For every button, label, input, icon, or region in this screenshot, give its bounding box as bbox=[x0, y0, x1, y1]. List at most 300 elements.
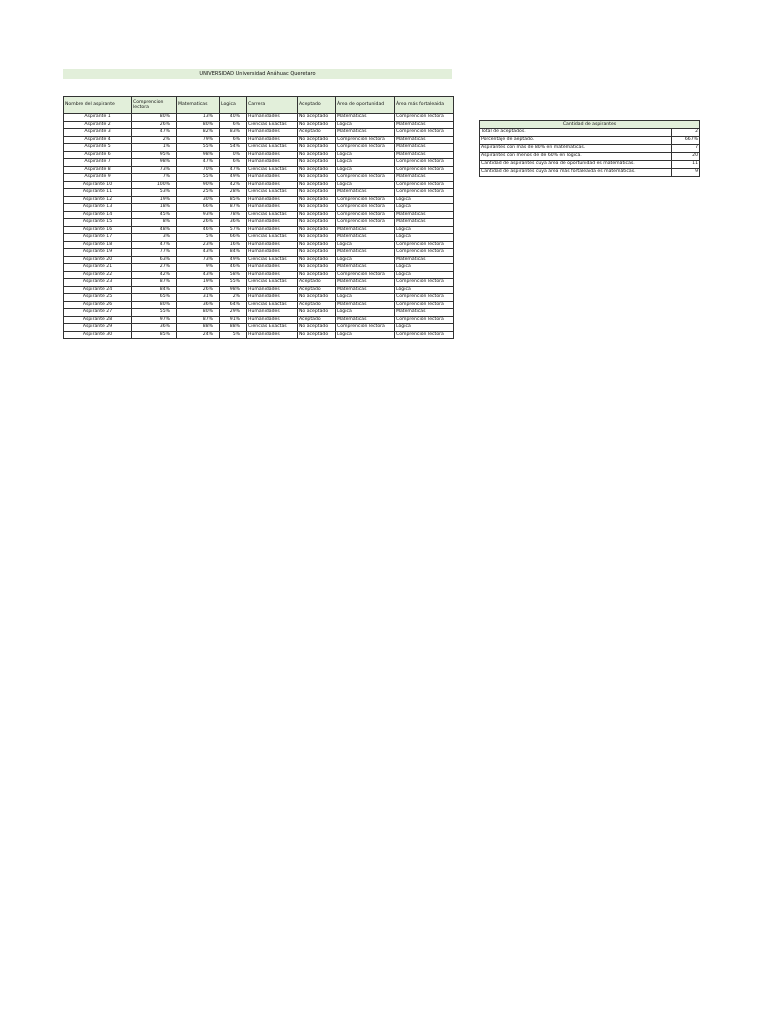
table-cell[interactable]: No aceptado bbox=[298, 331, 336, 339]
table-cell[interactable]: No aceptado bbox=[298, 241, 336, 249]
table-cell[interactable]: Humanidades bbox=[247, 204, 298, 212]
summary-value[interactable]: 9 bbox=[672, 169, 700, 177]
table-cell[interactable]: Comprención lectora bbox=[395, 181, 454, 189]
table-cell[interactable]: Aspirante 21 bbox=[64, 264, 132, 272]
table-cell[interactable]: Comprención lectora bbox=[336, 174, 395, 182]
table-cell[interactable]: Aspirante 5 bbox=[64, 144, 132, 152]
table-row bbox=[64, 234, 454, 242]
summary-label[interactable]: Cantidad de aspirantes cuya área de oportunidad es matemáticas. bbox=[480, 161, 672, 169]
table-row bbox=[64, 316, 454, 324]
summary-row bbox=[480, 129, 700, 137]
table-cell[interactable]: Comprención lectora bbox=[395, 114, 454, 122]
table-cell[interactable]: Aspirante 9 bbox=[64, 174, 132, 182]
table-cell[interactable]: Lógica bbox=[336, 151, 395, 159]
table-cell[interactable]: Comprención lectora bbox=[395, 316, 454, 324]
table-cell[interactable]: 28% bbox=[220, 189, 247, 197]
table-cell[interactable]: 88% bbox=[177, 324, 220, 332]
table-cell[interactable]: Matemáticas bbox=[336, 301, 395, 309]
table-row bbox=[64, 204, 454, 212]
table-cell[interactable]: Comprención lectora bbox=[336, 144, 395, 152]
table-cell[interactable]: No aceptado bbox=[298, 204, 336, 212]
table-cell[interactable]: Ciencias Exactas bbox=[247, 234, 298, 242]
table-cell[interactable]: 49% bbox=[220, 174, 247, 182]
table-cell[interactable]: 88% bbox=[220, 324, 247, 332]
table-cell[interactable]: Aspirante 12 bbox=[64, 196, 132, 204]
table-cell[interactable]: Humanidades bbox=[247, 241, 298, 249]
table-cell[interactable]: Lógica bbox=[336, 121, 395, 129]
table-cell[interactable]: Aspirante 8 bbox=[64, 166, 132, 174]
table-cell[interactable]: Aspirante 30 bbox=[64, 331, 132, 339]
column-header[interactable]: Aceptado bbox=[298, 97, 336, 114]
column-header[interactable]: Área más fortaleaida bbox=[395, 97, 454, 114]
table-cell[interactable]: Aceptado bbox=[298, 286, 336, 294]
table-cell[interactable]: 53% bbox=[132, 189, 177, 197]
summary-value[interactable]: 11 bbox=[672, 161, 700, 169]
table-cell[interactable]: 95% bbox=[132, 151, 177, 159]
table-cell[interactable]: 42% bbox=[220, 181, 247, 189]
table-cell[interactable]: Lógica bbox=[395, 324, 454, 332]
summary-row bbox=[480, 153, 700, 161]
table-cell[interactable]: 85% bbox=[132, 331, 177, 339]
summary-row bbox=[480, 145, 700, 153]
table-cell[interactable]: Aspirante 3 bbox=[64, 129, 132, 137]
table-cell[interactable]: 84% bbox=[132, 286, 177, 294]
table-cell[interactable]: Humanidades bbox=[247, 249, 298, 257]
table-cell[interactable]: 55% bbox=[132, 309, 177, 317]
table-cell[interactable]: Humanidades bbox=[247, 294, 298, 302]
table-row bbox=[64, 324, 454, 332]
table-cell[interactable]: Matemáticas bbox=[395, 174, 454, 182]
table-cell[interactable]: 80% bbox=[177, 309, 220, 317]
table-row bbox=[64, 181, 454, 189]
table-cell[interactable]: 36% bbox=[132, 324, 177, 332]
table-cell[interactable]: Humanidades bbox=[247, 151, 298, 159]
table-cell[interactable]: 23% bbox=[177, 241, 220, 249]
summary-row bbox=[480, 161, 700, 169]
table-cell[interactable]: Humanidades bbox=[247, 129, 298, 137]
table-cell[interactable]: Aspirante 28 bbox=[64, 316, 132, 324]
summary-label[interactable]: Aspirantes con menos de de 60% en logica. bbox=[480, 153, 672, 161]
table-cell[interactable]: 66% bbox=[220, 234, 247, 242]
table-cell[interactable]: Lógica bbox=[395, 234, 454, 242]
table-cell[interactable]: 7% bbox=[132, 174, 177, 182]
table-cell[interactable]: 5% bbox=[177, 234, 220, 242]
table-cell[interactable]: No aceptado bbox=[298, 144, 336, 152]
table-cell[interactable]: Comprención lectora bbox=[395, 279, 454, 287]
table-cell[interactable]: 87% bbox=[132, 279, 177, 287]
table-cell[interactable]: No aceptado bbox=[298, 159, 336, 167]
table-cell[interactable]: 84% bbox=[220, 249, 247, 257]
table-cell[interactable]: No aceptado bbox=[298, 249, 336, 257]
table-cell[interactable]: 47% bbox=[132, 241, 177, 249]
table-row bbox=[64, 219, 454, 227]
table-cell[interactable]: Lógica bbox=[336, 309, 395, 317]
table-cell[interactable]: Aceptado bbox=[298, 316, 336, 324]
table-cell[interactable]: Aspirante 24 bbox=[64, 286, 132, 294]
summary-row bbox=[480, 169, 700, 177]
table-cell[interactable]: Comprención lectora bbox=[395, 294, 454, 302]
table-cell[interactable]: No aceptado bbox=[298, 174, 336, 182]
sheet-title: UNIVERSIDAD Universidad Anáhuac Queretaro bbox=[63, 69, 452, 79]
table-cell[interactable]: 47% bbox=[132, 129, 177, 137]
table-cell[interactable]: 16% bbox=[220, 241, 247, 249]
table-cell[interactable]: No aceptado bbox=[298, 264, 336, 272]
table-cell[interactable]: Humanidades bbox=[247, 159, 298, 167]
table-row bbox=[64, 174, 454, 182]
table-cell[interactable]: 6% bbox=[220, 159, 247, 167]
table-cell[interactable]: Aspirante 1 bbox=[64, 114, 132, 122]
table-cell[interactable]: No aceptado bbox=[298, 294, 336, 302]
table-cell[interactable]: 26% bbox=[177, 219, 220, 227]
table-cell[interactable]: Ciencias Exactas bbox=[247, 256, 298, 264]
table-cell[interactable]: Aspirante 14 bbox=[64, 211, 132, 219]
table-cell[interactable]: Ciencias Exactas bbox=[247, 211, 298, 219]
table-cell[interactable]: 18% bbox=[132, 204, 177, 212]
table-cell[interactable]: Aceptado bbox=[298, 279, 336, 287]
table-cell[interactable]: Matemáticas bbox=[336, 279, 395, 287]
table-cell[interactable]: Lógica bbox=[336, 241, 395, 249]
table-cell[interactable]: Aceptado bbox=[298, 129, 336, 137]
table-cell[interactable]: Aspirante 17 bbox=[64, 234, 132, 242]
table-cell[interactable]: 55% bbox=[177, 144, 220, 152]
table-cell[interactable]: 2% bbox=[220, 294, 247, 302]
table-cell[interactable]: 82% bbox=[177, 129, 220, 137]
table-cell[interactable]: Lógica bbox=[395, 196, 454, 204]
table-cell[interactable]: Humanidades bbox=[247, 181, 298, 189]
table-cell[interactable]: 80% bbox=[132, 301, 177, 309]
table-cell[interactable]: Matemáticas bbox=[336, 114, 395, 122]
table-cell[interactable]: 19% bbox=[177, 279, 220, 287]
table-cell[interactable]: Humanidades bbox=[247, 226, 298, 234]
table-cell[interactable]: 78% bbox=[220, 211, 247, 219]
table-row bbox=[64, 144, 454, 152]
table-cell[interactable]: Humanidades bbox=[247, 264, 298, 272]
table-row bbox=[64, 189, 454, 197]
table-cell[interactable]: No aceptado bbox=[298, 211, 336, 219]
table-cell[interactable]: Lógica bbox=[395, 204, 454, 212]
table-cell[interactable]: 6% bbox=[220, 121, 247, 129]
summary-value[interactable]: 20 bbox=[672, 153, 700, 161]
table-cell[interactable]: 73% bbox=[177, 256, 220, 264]
table-cell[interactable]: Matemáticas bbox=[336, 249, 395, 257]
table-cell[interactable]: Matemáticas bbox=[395, 219, 454, 227]
table-cell[interactable]: No aceptado bbox=[298, 196, 336, 204]
table-cell[interactable]: Aspirante 18 bbox=[64, 241, 132, 249]
table-cell[interactable]: 48% bbox=[132, 226, 177, 234]
table-cell[interactable]: 46% bbox=[177, 226, 220, 234]
summary-label[interactable]: Cantidad de aspirantes cuya área más fortaleaida es matemáticas. bbox=[480, 169, 672, 177]
table-cell[interactable]: 3% bbox=[132, 234, 177, 242]
table-cell[interactable]: Aspirante 13 bbox=[64, 204, 132, 212]
table-cell[interactable]: Lógica bbox=[336, 159, 395, 167]
table-cell[interactable]: Matemáticas bbox=[336, 189, 395, 197]
table-cell[interactable]: Ciencias Exactas bbox=[247, 121, 298, 129]
table-cell[interactable]: No aceptado bbox=[298, 271, 336, 279]
table-cell[interactable]: Aspirante 2 bbox=[64, 121, 132, 129]
table-cell[interactable]: Comprención lectora bbox=[336, 271, 395, 279]
column-header[interactable]: Nombre del aspirante bbox=[64, 97, 132, 114]
table-cell[interactable]: 77% bbox=[132, 249, 177, 257]
table-cell[interactable]: Matemáticas bbox=[395, 211, 454, 219]
table-cell[interactable]: 45% bbox=[132, 211, 177, 219]
table-cell[interactable]: Ciencias Exactas bbox=[247, 324, 298, 332]
table-cell[interactable]: 49% bbox=[220, 256, 247, 264]
table-cell[interactable]: Matemáticas bbox=[336, 226, 395, 234]
table-cell[interactable]: Ciencias Exactas bbox=[247, 279, 298, 287]
table-cell[interactable]: 5% bbox=[220, 331, 247, 339]
table-cell[interactable]: 30% bbox=[177, 196, 220, 204]
table-row bbox=[64, 264, 454, 272]
table-cell[interactable]: Ciencias Exactas bbox=[247, 166, 298, 174]
column-header[interactable]: Matematicas bbox=[177, 97, 220, 114]
table-cell[interactable]: 29% bbox=[220, 309, 247, 317]
column-header[interactable]: Comprencion lectora bbox=[132, 97, 177, 114]
table-cell[interactable]: Comprención lectora bbox=[336, 204, 395, 212]
table-cell[interactable]: Comprención lectora bbox=[336, 324, 395, 332]
table-row bbox=[64, 159, 454, 167]
table-cell[interactable]: Aspirante 22 bbox=[64, 271, 132, 279]
table-cell[interactable]: Aspirante 20 bbox=[64, 256, 132, 264]
table-cell[interactable]: Ciencias Exactas bbox=[247, 144, 298, 152]
table-cell[interactable]: Lógica bbox=[336, 294, 395, 302]
table-row bbox=[64, 249, 454, 257]
table-row bbox=[64, 294, 454, 302]
table-row bbox=[64, 121, 454, 129]
table-cell[interactable]: Matemáticas bbox=[336, 234, 395, 242]
table-cell[interactable]: 24% bbox=[177, 331, 220, 339]
table-cell[interactable]: 26% bbox=[177, 286, 220, 294]
table-cell[interactable]: No aceptado bbox=[298, 309, 336, 317]
table-cell[interactable]: 46% bbox=[220, 264, 247, 272]
table-cell[interactable]: 80% bbox=[177, 121, 220, 129]
table-cell[interactable]: Humanidades bbox=[247, 174, 298, 182]
table-cell[interactable]: Lógica bbox=[336, 181, 395, 189]
table-cell[interactable]: 57% bbox=[220, 226, 247, 234]
table-cell[interactable]: 64% bbox=[220, 301, 247, 309]
table-cell[interactable]: Matemáticas bbox=[395, 136, 454, 144]
table-cell[interactable]: Comprención lectora bbox=[395, 166, 454, 174]
table-cell[interactable]: Humanidades bbox=[247, 286, 298, 294]
table-cell[interactable]: No aceptado bbox=[298, 256, 336, 264]
table-cell[interactable]: Matemáticas bbox=[336, 264, 395, 272]
table-cell[interactable]: No aceptado bbox=[298, 136, 336, 144]
table-cell[interactable]: No aceptado bbox=[298, 226, 336, 234]
table-cell[interactable]: 0% bbox=[220, 151, 247, 159]
table-cell[interactable]: Aspirante 29 bbox=[64, 324, 132, 332]
table-cell[interactable]: Humanidades bbox=[247, 136, 298, 144]
table-cell[interactable]: Lógica bbox=[336, 256, 395, 264]
table-row bbox=[64, 309, 454, 317]
table-cell[interactable]: Matemáticas bbox=[395, 151, 454, 159]
table-header-row bbox=[64, 97, 454, 114]
table-cell[interactable]: Lógica bbox=[336, 331, 395, 339]
summary-label[interactable]: Aspirantes con más de 80% en matématicas. bbox=[480, 145, 672, 153]
table-row bbox=[64, 196, 454, 204]
table-cell[interactable]: 8% bbox=[132, 219, 177, 227]
table-cell[interactable]: 90% bbox=[177, 181, 220, 189]
table-cell[interactable]: 25% bbox=[177, 189, 220, 197]
table-row bbox=[64, 279, 454, 287]
table-cell[interactable]: Lógica bbox=[395, 264, 454, 272]
summary-label[interactable]: Total de aceptados. bbox=[480, 129, 672, 137]
table-cell[interactable]: 83% bbox=[220, 129, 247, 137]
table-cell[interactable]: Aspirante 25 bbox=[64, 294, 132, 302]
summary-value[interactable]: 7 bbox=[672, 145, 700, 153]
table-cell[interactable]: Humanidades bbox=[247, 331, 298, 339]
table-cell[interactable]: Lógica bbox=[395, 271, 454, 279]
table-cell[interactable]: 70% bbox=[177, 166, 220, 174]
table-row bbox=[64, 226, 454, 234]
table-row bbox=[64, 271, 454, 279]
table-cell[interactable]: 98% bbox=[177, 151, 220, 159]
table-cell[interactable]: Aspirante 6 bbox=[64, 151, 132, 159]
table-cell[interactable]: No aceptado bbox=[298, 151, 336, 159]
table-cell[interactable]: 87% bbox=[177, 316, 220, 324]
table-cell[interactable]: Aspirante 27 bbox=[64, 309, 132, 317]
table-cell[interactable]: No aceptado bbox=[298, 181, 336, 189]
table-cell[interactable]: 63% bbox=[132, 256, 177, 264]
table-cell[interactable]: Matemáticas bbox=[336, 286, 395, 294]
table-cell[interactable]: 26% bbox=[132, 121, 177, 129]
table-cell[interactable]: Aspirante 26 bbox=[64, 301, 132, 309]
table-row bbox=[64, 286, 454, 294]
table-cell[interactable]: Aspirante 7 bbox=[64, 159, 132, 167]
table-cell[interactable]: No aceptado bbox=[298, 166, 336, 174]
table-cell[interactable]: Comprención lectora bbox=[336, 196, 395, 204]
table-cell[interactable]: Matemáticas bbox=[395, 121, 454, 129]
table-cell[interactable]: 36% bbox=[220, 219, 247, 227]
table-cell[interactable]: 43% bbox=[177, 249, 220, 257]
table-cell[interactable]: Aspirante 23 bbox=[64, 279, 132, 287]
table-cell[interactable]: Comprención lectora bbox=[395, 249, 454, 257]
table-cell[interactable]: Comprención lectora bbox=[336, 136, 395, 144]
table-cell[interactable]: 1% bbox=[132, 144, 177, 152]
table-row bbox=[64, 136, 454, 144]
table-cell[interactable]: Comprención lectora bbox=[395, 331, 454, 339]
table-cell[interactable]: Matemáticas bbox=[395, 144, 454, 152]
table-cell[interactable]: No aceptado bbox=[298, 114, 336, 122]
table-cell[interactable]: Ciencias Exactas bbox=[247, 301, 298, 309]
table-row bbox=[64, 151, 454, 159]
table-row bbox=[64, 256, 454, 264]
table-cell[interactable]: Aspirante 4 bbox=[64, 136, 132, 144]
table-cell[interactable]: 27% bbox=[132, 264, 177, 272]
table-cell[interactable]: 65% bbox=[132, 294, 177, 302]
table-cell[interactable]: Humanidades bbox=[247, 196, 298, 204]
summary-label[interactable]: Porcentaje de aeptado. bbox=[480, 137, 672, 145]
table-cell[interactable]: Humanidades bbox=[247, 316, 298, 324]
table-cell[interactable]: 40% bbox=[220, 114, 247, 122]
table-row bbox=[64, 166, 454, 174]
table-cell[interactable]: 100% bbox=[132, 181, 177, 189]
table-cell[interactable]: 54% bbox=[220, 144, 247, 152]
table-cell[interactable]: Comprención lectora bbox=[336, 211, 395, 219]
table-cell[interactable]: Humanidades bbox=[247, 114, 298, 122]
column-header[interactable]: Logica bbox=[220, 97, 247, 114]
table-cell[interactable]: Comprención lectora bbox=[395, 159, 454, 167]
table-cell[interactable]: 98% bbox=[132, 159, 177, 167]
table-cell[interactable]: Matemáticas bbox=[395, 309, 454, 317]
table-cell[interactable]: Lógica bbox=[395, 226, 454, 234]
table-cell[interactable]: No aceptado bbox=[298, 219, 336, 227]
table-cell[interactable]: Aspirante 10 bbox=[64, 181, 132, 189]
summary-header[interactable]: Cantidad de aspirantes bbox=[480, 121, 700, 129]
table-cell[interactable]: Aspirante 16 bbox=[64, 226, 132, 234]
table-cell[interactable]: 93% bbox=[177, 211, 220, 219]
table-cell[interactable]: Aspirante 19 bbox=[64, 249, 132, 257]
table-cell[interactable]: Comprención lectora bbox=[395, 129, 454, 137]
table-cell[interactable]: 66% bbox=[177, 204, 220, 212]
table-cell[interactable]: Humanidades bbox=[247, 219, 298, 227]
table-cell[interactable]: 47% bbox=[220, 166, 247, 174]
table-cell[interactable]: 87% bbox=[220, 204, 247, 212]
table-cell[interactable]: No aceptado bbox=[298, 234, 336, 242]
table-cell[interactable]: 55% bbox=[177, 174, 220, 182]
table-cell[interactable]: Matemáticas bbox=[336, 316, 395, 324]
column-header[interactable]: Carrera bbox=[247, 97, 298, 114]
table-cell[interactable]: Matemáticas bbox=[336, 129, 395, 137]
table-cell[interactable]: Lógica bbox=[395, 286, 454, 294]
table-cell[interactable]: Lógica bbox=[336, 166, 395, 174]
table-row bbox=[64, 241, 454, 249]
table-row bbox=[64, 331, 454, 339]
applicants-table bbox=[63, 96, 454, 339]
table-cell[interactable]: 98% bbox=[220, 286, 247, 294]
table-cell[interactable]: 36% bbox=[177, 301, 220, 309]
table-row bbox=[64, 301, 454, 309]
table-cell[interactable]: Comprención lectora bbox=[336, 219, 395, 227]
table-cell[interactable]: Humanidades bbox=[247, 271, 298, 279]
table-cell[interactable]: Comprención lectora bbox=[395, 301, 454, 309]
table-cell[interactable]: Matemáticas bbox=[395, 256, 454, 264]
table-row bbox=[64, 114, 454, 122]
table-cell[interactable]: 13% bbox=[177, 114, 220, 122]
table-row bbox=[64, 211, 454, 219]
summary-table bbox=[479, 120, 700, 177]
table-cell[interactable]: 79% bbox=[177, 136, 220, 144]
table-cell[interactable]: 91% bbox=[220, 316, 247, 324]
table-cell[interactable]: 85% bbox=[220, 196, 247, 204]
table-cell[interactable]: No aceptado bbox=[298, 121, 336, 129]
table-cell[interactable]: 47% bbox=[177, 159, 220, 167]
table-cell[interactable]: 58% bbox=[220, 271, 247, 279]
table-cell[interactable]: Aspirante 15 bbox=[64, 219, 132, 227]
table-cell[interactable]: Comprención lectora bbox=[395, 189, 454, 197]
table-cell[interactable]: Comprención lectora bbox=[395, 241, 454, 249]
table-cell[interactable]: No aceptado bbox=[298, 189, 336, 197]
summary-value[interactable]: 2 bbox=[672, 129, 700, 137]
table-cell[interactable]: 55% bbox=[220, 279, 247, 287]
table-cell[interactable]: No aceptado bbox=[298, 324, 336, 332]
column-header[interactable]: Área de oportunidad bbox=[336, 97, 395, 114]
summary-value[interactable]: 667% bbox=[672, 137, 700, 145]
table-row bbox=[64, 129, 454, 137]
table-cell[interactable]: Aceptado bbox=[298, 301, 336, 309]
table-cell[interactable]: 73% bbox=[132, 166, 177, 174]
table-cell[interactable]: 9% bbox=[177, 264, 220, 272]
table-cell[interactable]: Ciencias Exactas bbox=[247, 189, 298, 197]
table-cell[interactable]: Aspirante 11 bbox=[64, 189, 132, 197]
table-cell[interactable]: Humanidades bbox=[247, 309, 298, 317]
table-cell[interactable]: 19% bbox=[132, 196, 177, 204]
table-cell[interactable]: 6% bbox=[220, 136, 247, 144]
table-cell[interactable]: 2% bbox=[132, 136, 177, 144]
table-cell[interactable]: 80% bbox=[132, 114, 177, 122]
table-cell[interactable]: 42% bbox=[132, 271, 177, 279]
table-cell[interactable]: 43% bbox=[177, 271, 220, 279]
table-cell[interactable]: 97% bbox=[132, 316, 177, 324]
table-cell[interactable]: 31% bbox=[177, 294, 220, 302]
